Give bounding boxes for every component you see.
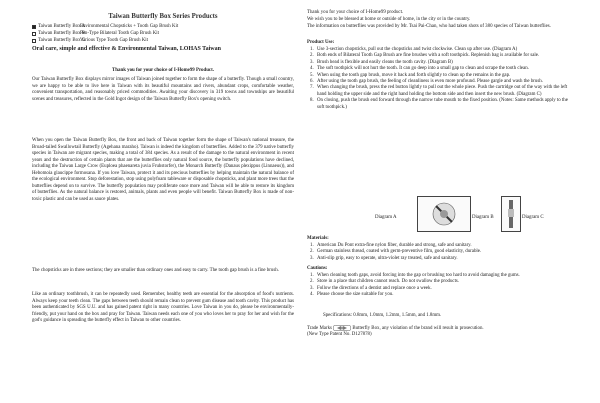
- list-item: 2. Store in a place that children cannot reach. Do not swallow the products.: [310, 279, 460, 285]
- product-code: Taiwan Butterfly Box B: [38, 31, 86, 36]
- trademark-text: Butterfly Box, any violation of the brand will result in prosecution.: [352, 326, 484, 332]
- list-item: 3. Follow the directions of a dentist and replace once a week.: [310, 285, 432, 291]
- paragraph-brush: Like an ordinary toothbrush, it can be repeatedly used. Remember, healthy teeth are essential for the absorption of food's nutrients. Always keep your teeth clean. The gaps between teeth should remain clean to prevent gum disease and tooth cavity. This product has been authenticated by SGS U.U. and has gained patent right in many countries. Love Taiwan in you do, please be environmentally-friendly, put your hand on the box and pray for Taiwan. Taiwan needs each one of you who loves her to pray for her and wish for the god's guidance in spreading the butterfly effect in Taiwan to other countries.: [32, 292, 294, 323]
- product-desc: Environmental Chopsticks + Tooth Gap Brush Kit: [80, 24, 179, 29]
- materials-list: [307, 243, 573, 262]
- slogan: Oral care, simple and effective & Environmental Taiwan, LOHAS Taiwan: [32, 46, 221, 52]
- checkbox-empty-icon: [32, 39, 36, 43]
- series-title: Taiwan Butterfly Box Series Products: [108, 13, 218, 20]
- product-code: Taiwan Butterfly Box A: [38, 24, 86, 29]
- cautions-list: [307, 273, 573, 299]
- list-item: 3. Brush head is flexible and easily cleans the tooth cavity. (Diagram B): [310, 59, 453, 65]
- intro-line-2: We wish you to be blessed at home or outside of home, in the city or in the country.: [307, 17, 471, 22]
- diagram-a-image: [417, 196, 471, 232]
- diagram-b-image: [501, 196, 521, 232]
- trademark-label: Trade Marks: [307, 326, 332, 332]
- product-use-heading: Product Use:: [307, 40, 335, 45]
- list-item: 1. When cleaning tooth gaps, avoid forcing into the gap or brushing too hard to avoid damaging the gums.: [310, 273, 520, 278]
- cautions-heading: Cautions:: [307, 266, 328, 271]
- product-desc: Various Type Tooth Gap Brush Kit: [80, 38, 149, 43]
- diagram-c-label: Diagram C: [522, 215, 544, 220]
- product-desc: Pen-Type Bilateral Tooth Gap Brush Kit: [80, 31, 159, 36]
- materials-heading: Materials:: [307, 236, 329, 241]
- specifications: Specifications: 0.8mm, 1.0mm, 1.2mm, 1.5mm, and 1.8mm.: [323, 313, 442, 318]
- diagram-b-label: Diagram B: [472, 215, 494, 220]
- thanks-heading: Thank you for your choice of I-Home99 Product.: [112, 68, 214, 73]
- butterfly-logo-icon: [333, 325, 351, 331]
- checkbox-checked-icon: [32, 25, 36, 29]
- product-use-list: [307, 47, 573, 111]
- list-item: 4. Please choose the size suitable for you.: [310, 292, 394, 298]
- checkbox-empty-icon: [32, 32, 36, 36]
- paragraph-butterfly: When you open the Taiwan Butterfly Box, the front and back of Taiwan together form the shape of Taiwan's national treasure, the Broad-tailed Swallowtail Butterfly (Agehana maraho). Taiwan is indeed the kingdom of butterflies. Added to the 379 native butterfly species in Taiwan are migrant species, making a total of 384 species. As a result of the damage to the natural environment in recent years and the destruction of certain plants that are the butterflies only natural food source, the butterfly populations have declined, including the Taiwan Large Crow (Euploea phaenareta juvia Fruhstorfer), the Monarch Butterfly (Danaus plexippus (Linnaeus)), and Hebomoia glaucippe formosana. If you love Taiwan, protect it and its precious butterflies by helping maintain the natural balance of the ecological environment. Stop deforestation, stop using polyfoam tableware or disposable chopsticks, and plant more trees that the butterflies depend on to survive. The butterfly population may proliferate once more and Taiwan will be able to restore its kingdom of butterflies. As the natural balance is restored, animals, plants and even people will benefit. Taiwan Butterfly Box is made of non-toxic plastic and can be used as sauce plates.: [32, 138, 294, 202]
- product-code: Taiwan Butterfly Box C: [38, 38, 86, 43]
- paragraph-chopsticks: The chopsticks are in three sections; they are smaller than ordinary ones and easy to carry. The tooth gap brush is a fine brush.: [32, 268, 279, 273]
- list-item: 1. American Du Pont extra-fine nylon fiber, durable and strong, safe and sanitary.: [310, 243, 472, 248]
- list-item: 2. Both ends of Bilateral Tooth Gap Brush are fine brushes with a soft toothpick. Replenish bag is available for sale.: [310, 53, 540, 59]
- list-item: 6. After using the tooth gap brush, the feeling of cleanliness is even more profound. Please gargle and wash the brush.: [310, 79, 543, 85]
- list-item: 5. When using the tooth gap brush, move it back and forth slightly to clean up the remains in the gap.: [310, 72, 511, 78]
- list-item: 8. On closing, push the brush end forward through the narrow tube mouth to the fixed position. (Notes: Same methods apply to the soft toothpick.): [310, 98, 568, 110]
- paragraph-intro: Our Taiwan Butterfly Box displays mirror images of Taiwan joined together to form the shape of a butterfly. Though a small country, we are happy to be able to live here in Taiwan with its beautiful mountains and rivers, abundant crops, comfortable weather, convenient transportation, and reasonably priced commodities. Awaiting your discovery in 319 towns and townships are beautiful scenes and treasures, reflected in the Gold Ingot design of the Taiwan Butterfly Box's opening switch.: [32, 77, 294, 102]
- list-item: 4. The soft toothpick will not hurt the tooth. It can go deep into a small gap to clean and scrape the tooth clean.: [310, 66, 529, 72]
- list-item: 2. German stainless thread, coated with germ-preventive film, good elasticity, durable.: [310, 249, 482, 255]
- patent-number: (New Type Patent No. D127878): [307, 332, 372, 337]
- diagram-a-label: Diagram A: [375, 215, 397, 220]
- intro-line-1: Thank you for your choice of I-Home99 product.: [307, 10, 404, 15]
- list-item: 1. Use 3-section chopsticks, pull out the chopsticks and twist clockwise. Clean up after use. (Diagram A): [310, 47, 518, 52]
- list-item: 3. Anti-slip grip, easy to operate, ultra-violet ray treated, safe and sanitary.: [310, 255, 458, 261]
- list-item: 7. When changing the brush, press the red button lightly to pull out the whole piece. Push the cartridge out of the way with the left hand holding the upper side and the right hand holding the bottom side and then insert the new brush. (Diagram C): [310, 85, 568, 97]
- intro-line-3: The information on butterflies was provided by Mr. Tsai Pai-Chan, who had taken shots of 380 species of Taiwan butterflies.: [307, 24, 551, 29]
